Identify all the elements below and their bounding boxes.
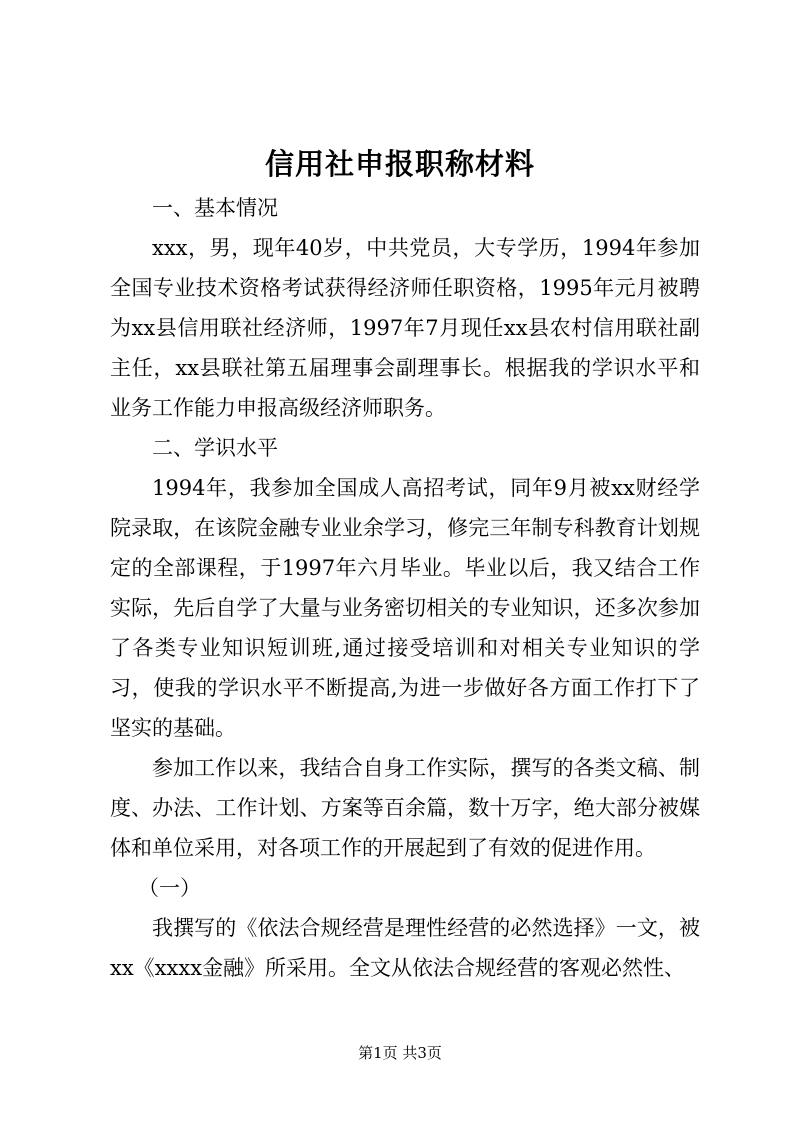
- document-body: [110, 188, 700, 988]
- page-number-footer: 第1页 共3页: [358, 1044, 442, 1062]
- sub-heading-one: （一）: [138, 876, 201, 900]
- paragraph-article: 我撰写的《依法合规经营是理性经营的必然选择》一文，被xx《xxxx金融》所采用。全文从依法合规经营的客观必然性、: [110, 916, 700, 980]
- document-title: 信用社申报职称材料: [264, 147, 535, 181]
- section-heading-basic-info: 一、基本情况: [152, 196, 278, 220]
- section-heading-knowledge: 二、学识水平: [152, 436, 278, 460]
- paragraph-writing: 参加工作以来，我结合自身工作实际，撰写的各类文稿、制度、办法、工作计划、方案等百余篇，数十万字，绝大部分被媒体和单位采用，对各项工作的开展起到了有效的促进作用。: [110, 756, 700, 860]
- paragraph-basic-info: xxx，男，现年40岁，中共党员，大专学历，1994年参加全国专业技术资格考试获得经济师任职资格，1995年元月被聘为xx县信用联社经济师，1997年7月现任xx县农村信用联社副主任，xx县联社第五届理事会副理事长。根据我的学识水平和业务工作能力申报高级经济师职务。: [110, 236, 700, 420]
- paragraph-education: 1994年，我参加全国成人高招考试，同年9月被xx财经学院录取，在该院金融专业业余学习，修完三年制专科教育计划规定的全部课程，于1997年六月毕业。毕业以后，我又结合工作实际，先后自学了大量与业务密切相关的专业知识，还多次参加了各类专业知识短训班,通过接受培训和对相关专业知识的学习，使我的学识水平不断提高,为进一步做好各方面工作打下了坚实的基础。: [110, 476, 700, 740]
